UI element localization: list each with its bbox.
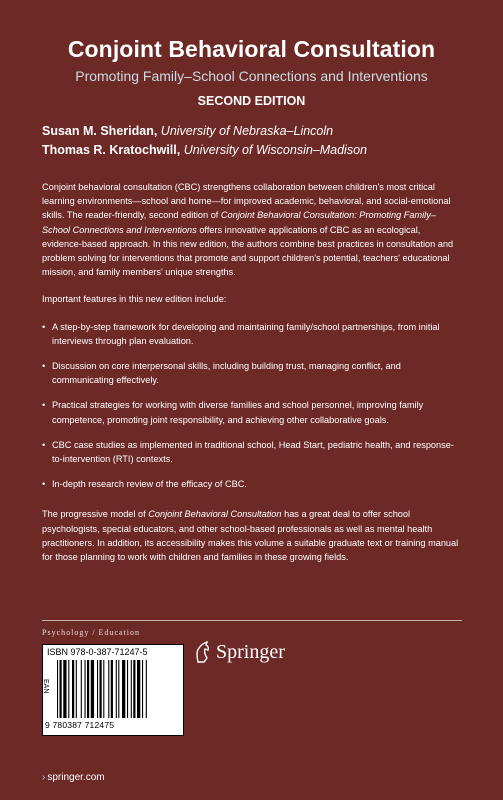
publisher-name: Springer	[216, 640, 285, 663]
closing-paragraph	[42, 507, 462, 564]
barcode-stripe	[108, 660, 109, 718]
intro-text-end: offers innovative applications of CBC as an ecological, evidence-based approach. In this new edition, the authors combine best practices in consultation and problem solving for interventions that promote and support children's potential, teachers' educational mission, and family members' unique strengths.	[42, 224, 454, 278]
intro-book-title: Conjoint Behavioral Consultation: Promoting Family–School Connections and Interventions	[42, 210, 436, 235]
barcode-stripe	[103, 660, 104, 718]
barcode-stripe	[76, 660, 77, 718]
barcode-number: 9 780387 712475	[45, 720, 115, 730]
features-list	[42, 320, 462, 492]
barcode-stripe	[60, 660, 62, 718]
barcode-panel	[42, 644, 184, 736]
barcode-stripe	[97, 660, 98, 718]
barcode-stripe	[100, 660, 102, 718]
features-heading: Important features in this new edition include:	[42, 294, 227, 305]
barcode-stripe	[85, 660, 86, 718]
author-name: Thomas R. Kratochwill,	[42, 143, 181, 157]
barcode-stripe	[116, 660, 117, 718]
barcode-stripe	[57, 660, 58, 718]
ean-label: EAN	[42, 679, 49, 694]
publisher-logo	[192, 640, 285, 664]
author-list	[42, 122, 367, 160]
barcode-stripe	[91, 660, 94, 718]
feature-item: • In-depth research review of the efficacy of CBC.	[42, 477, 462, 491]
barcode-stripe	[142, 660, 143, 718]
intro-text: Conjoint behavioral consultation (CBC) strengthens collaboration between children's most critical learning environments—school and home—for improved academic, behavioral, and social-emotional skills. The reader-friendly, second edition of	[42, 182, 451, 221]
feature-item: • Practical strategies for working with diverse families and school personnel, improving family competence, promoting joint responsibility, and achieving other collaborative goals.	[42, 398, 462, 426]
author-1	[42, 122, 367, 141]
barcode-stripe	[111, 660, 113, 718]
barcode-stripe	[72, 660, 74, 718]
springer-horse-icon	[192, 640, 212, 664]
isbn-number: ISBN 978-0-387-71247-5	[47, 647, 148, 657]
barcode-stripe	[118, 660, 119, 718]
barcode-stripe	[122, 660, 125, 718]
barcode-stripe	[81, 660, 82, 718]
barcode-stripe	[131, 660, 132, 718]
divider	[42, 620, 462, 621]
barcode-stripe	[68, 660, 69, 718]
feature-item: • CBC case studies as implemented in traditional school, Head Start, pediatric health, and response-to-intervention (RTI) contexts.	[42, 438, 462, 466]
closing-text-end: has a great deal to offer school psychologists, special educators, and other school-based professionals as well as mental health practitioners. In addition, its accessibility makes this volume a suitable graduate text or training manual for those planning to work with children and families in these growing fields.	[42, 509, 459, 563]
description-body	[42, 180, 462, 577]
barcode-icon	[57, 660, 177, 718]
author-affiliation: University of Nebraska–Lincoln	[160, 124, 334, 138]
barcode-stripe	[133, 660, 135, 718]
chevron-right-icon: ›	[42, 772, 46, 783]
book-title: Conjoint Behavioral Consultation	[67, 36, 436, 62]
feature-item: • Discussion on core interpersonal skills, including building trust, managing conflict, and communicating effectively.	[42, 359, 462, 387]
barcode-stripe	[146, 660, 147, 718]
edition-label: SECOND EDITION	[197, 94, 306, 108]
publisher-link[interactable]	[42, 772, 105, 783]
closing-text: The progressive model of	[42, 509, 149, 520]
feature-item: • A step-by-step framework for developing and maintaining family/school partnerships, from initial interviews through plan evaluation.	[42, 320, 462, 348]
closing-book-title: Conjoint Behavioral Consultation	[148, 509, 282, 520]
subject-category: Psychology / Education	[42, 628, 140, 637]
barcode-stripe	[137, 660, 140, 718]
author-2	[42, 141, 367, 160]
author-name: Susan M. Sheridan,	[42, 124, 158, 138]
intro-paragraph	[42, 180, 462, 279]
barcode-stripe	[127, 660, 128, 718]
publisher-url: springer.com	[47, 772, 105, 783]
barcode-stripe	[63, 660, 66, 718]
barcode-stripe	[87, 660, 89, 718]
book-subtitle: Promoting Family–School Connections and Interventions	[75, 68, 428, 84]
author-affiliation: University of Wisconsin–Madison	[183, 143, 367, 157]
